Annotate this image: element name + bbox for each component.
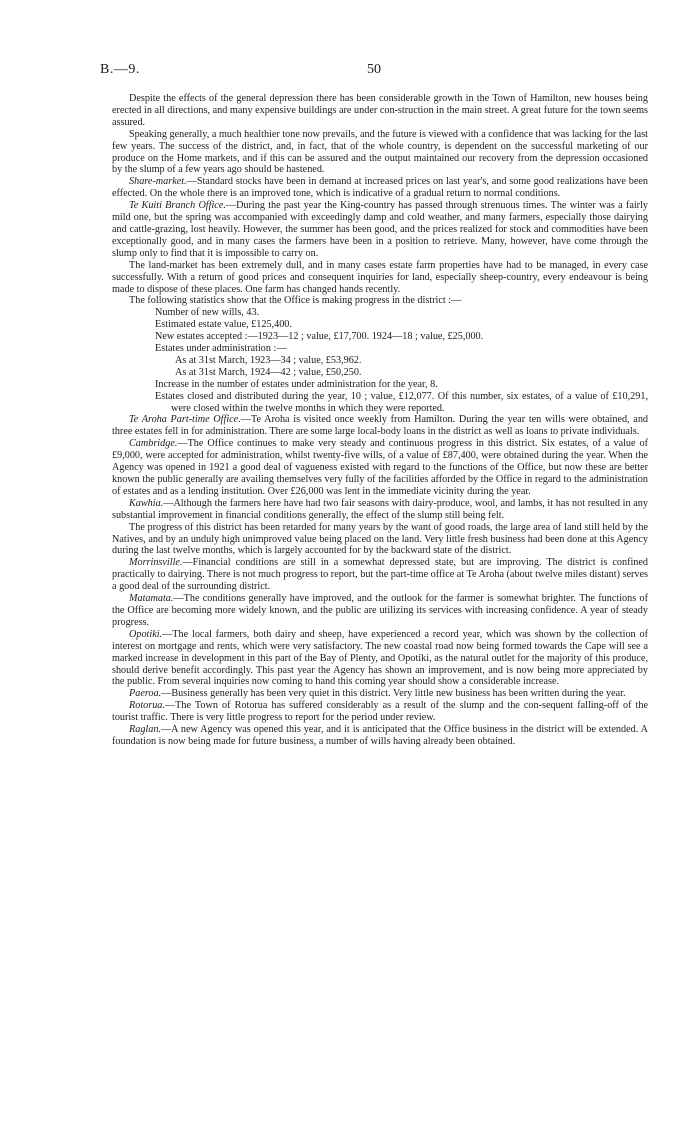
paragraph-morrinsville: Morrinsville.—Financial conditions are still in a somewhat depressed state, but are improving. The district is confined practically to dairying. There is not much progress to report, but the part-time office at Te Aroha (about twelve miles distant) serves a good deal of the surrounding district. (112, 557, 648, 593)
paragraph-heading: Te Aroha Part-time Office. (129, 414, 241, 426)
paragraph-paeroa: Paeroa.—Business generally has been very quiet in this district. Very little new business has been written during the year. (129, 688, 626, 700)
stat-under-administration: Estates under administration :— (155, 343, 287, 355)
paragraph-heading: Opotiki. (129, 628, 163, 640)
paragraph-heading: Cambridge. (129, 438, 178, 450)
paragraph-land-market: The land-market has been extremely dull, and in many cases estate farm properties have had to be managed, in every case successfully. With a return of good prices and consequent inquiries for land, especially sheep-country, every endeavour is being made to dispose of these places. One farm has changed hands recently. (112, 259, 648, 295)
paragraph-opotiki: Opotiki.—The local farmers, both dairy and sheep, have experienced a record year, which was shown by the collection of interest on mortgage and rents, which were very satisfactory. The new coastal road now being formed towards the Cape will see a marked increase in development in this part of the Bay of Plenty, and Opotiki, as the natural outlet for the majority of this produce, should derive benefit accordingly. This past year the Agency has shown an improvement, and is now being more appreciated by the public. From several inquiries now coming to hand this coming year should show a considerable increase. (112, 628, 648, 688)
paragraph-te-kuiti: Te Kuiti Branch Office.—During the past year the King-country has passed through strenuous times. The winter was a fairly mild one, but the spring was accompanied with exceedingly damp and cold weather, and many farmers, especially those dairying and cattle-grazing, lost heavily. However, the summer has been good, and the prices realized for stock and commodities have been exceptionally good, and in many cases the farmers have been in a position to retrieve. Many, however, have come through the slump only to find that it is impossible to carry on. (112, 200, 648, 259)
paragraph-matamata: Matamata.—The conditions generally have improved, and the outlook for the farmer is somewhat brighter. The functions of the Office are becoming more widely known, and the public are utilizing its services with increasing confidence. A year of steady progress. (112, 593, 648, 628)
paragraph-heading: Morrinsville. (129, 557, 183, 569)
stat-admin-1924: As at 31st March, 1924—42 ; value, £50,250. (175, 366, 362, 378)
stat-new-wills: Number of new wills, 43. (155, 307, 260, 319)
paragraph-heading: Matamata. (129, 593, 174, 605)
paragraph-share-market: Share-market.—Standard stocks have been in demand at increased prices on last year's, and some good realizations have been effected. On the whole there is an improved tone, which is indicative of a gradual return to normal conditions. (112, 176, 648, 200)
stat-admin-1923: As at 31st March, 1923—34 ; value, £53,962. (175, 354, 362, 366)
paragraph-statistics-intro: The following statistics show that the Office is making progress in the district :— (129, 295, 462, 307)
paragraph-heading: Raglan. (129, 724, 161, 736)
stat-new-estates: New estates accepted :—1923—12 ; value, £17,700. 1924—18 ; value, £25,000. (155, 331, 484, 343)
paragraph-te-aroha: Te Aroha Part-time Office.—Te Aroha is visited once weekly from Hamilton. During the year ten wills were obtained, and three estates fell in for administration. There are some large local-body loans in the district as well as loans to private individuals. (112, 414, 649, 438)
paragraph-general-outlook: Speaking generally, a much healthier tone now prevails, and the future is viewed with a confidence that was lacking for the last few years. The success of the district, and, in fact, that of the whole country, is dependent on the successful marketing of our produce on the Home markets, and if this can be assured and the output maintained our recovery from the depression occasioned by the slump of a few years ago should be hastened. (112, 128, 648, 176)
statistics-list (112, 307, 648, 414)
page-number: 50 (367, 62, 381, 77)
paragraph-district-progress: The progress of this district has been retarded for many years by the want of good roads, the large area of land still held by the Natives, and by an unduly high unimproved value being placed on the land. Very little fresh business had been done at this Agency during the last twelve months, which is largely accounted for by the backward state of the district. (112, 521, 648, 557)
paragraph-hamilton-growth: Despite the effects of the general depression there has been considerable growth in the Town of Hamilton, new houses being erected in all directions, and many expensive buildings are under con-struction in the main street. A great future for the town seems assured. (112, 93, 648, 128)
page-header (100, 62, 648, 82)
stat-closed: Estates closed and distributed during the year, 10 ; value, £12,077. Of this number, six estates, of a value of £10,291, were closed within the twelve months in which they were reported. (155, 390, 648, 414)
paragraph-kawhia: Kawhia.—Although the farmers here have had two fair seasons with dairy-produce, wool, and lambs, it has not resulted in any substantial improvement in financial conditions generally, the effect of the slump still being felt. (112, 497, 648, 521)
paragraph-heading: Rotorua. (129, 700, 165, 712)
document-reference: B.—9. (100, 62, 140, 77)
stat-estimated-value: Estimated estate value, £125,400. (155, 319, 292, 331)
paragraph-rotorua: Rotorua.—The Town of Rotorua has suffered considerably as a result of the slump and the con-sequent falling-off of the tourist traffic. There is very little progress to report for the period under review. (112, 700, 648, 724)
paragraph-heading: Share-market. (129, 176, 187, 188)
paragraph-raglan: Raglan.—A new Agency was opened this year, and it is anticipated that the Office business in the district will be extended. A foundation is now being made for future business, a number of wills having already been obtained. (112, 724, 648, 747)
paragraph-heading: Kawhia. (129, 497, 164, 509)
paragraph-heading: Te Kuiti Branch Office. (129, 200, 226, 212)
page-body (112, 93, 648, 748)
paragraph-heading: Paeroa. (129, 688, 162, 700)
stat-increase: Increase in the number of estates under administration for the year, 8. (155, 378, 438, 390)
paragraph-cambridge: Cambridge.—The Office continues to make very steady and continuous progress in this district. Six estates, of a value of £9,000, were accepted for administration, whilst twenty-five wills, of a value of £87,400, were obtained during the year. When the Agency was opened in 1921 a good deal of vagueness existed with regard to the functions of the Office, but now these are better known the public generally are availing themselves very fully of the facilities afforded by the Office in regard to the administration of estates and as a lending institution. Over £26,000 was lent in the immediate vicinity during the year. (112, 438, 648, 497)
